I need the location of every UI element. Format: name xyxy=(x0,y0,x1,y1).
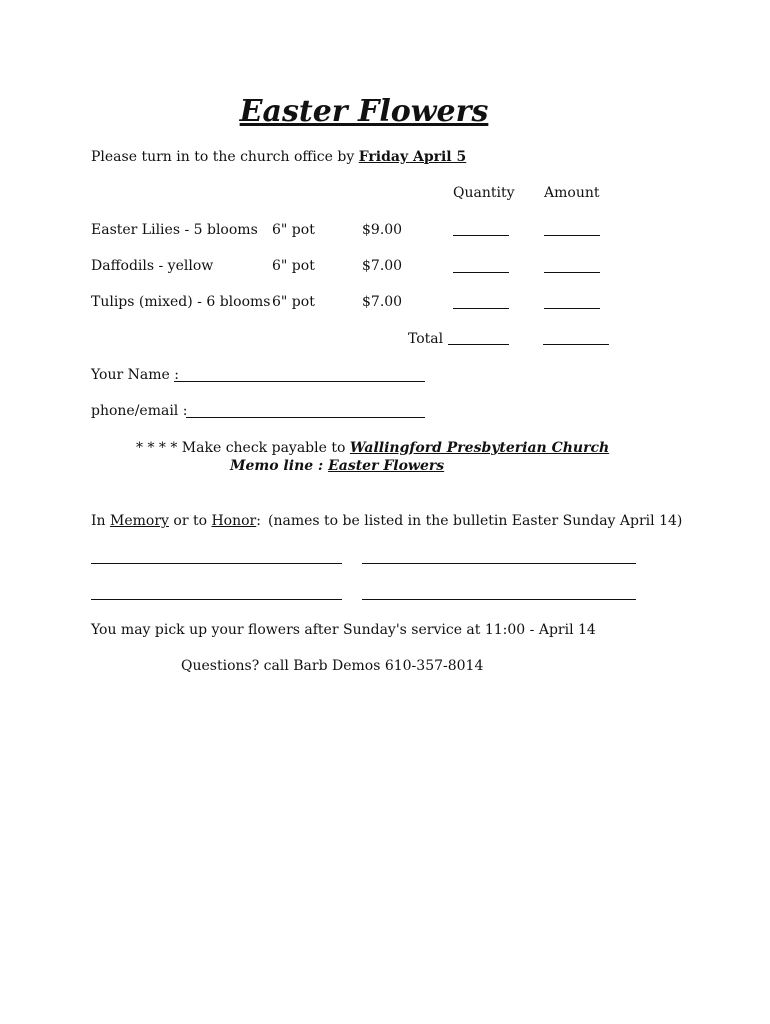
item-price: $9.00 xyxy=(362,222,403,238)
deadline-date: Friday April 5 xyxy=(358,149,467,165)
questions-text: Questions? call Barb Demos 610-357-8014 xyxy=(181,658,484,674)
memory-word: Memory xyxy=(110,513,169,529)
your-name-label: Your Name : xyxy=(91,367,179,383)
memory-note: (names to be listed in the bulletin Easter Sunday April 14) xyxy=(268,513,683,529)
memo-value: Easter Flowers xyxy=(328,458,445,474)
memo-label: Memo line : xyxy=(230,458,329,474)
quantity-blank[interactable] xyxy=(453,235,509,236)
quantity-blank[interactable] xyxy=(453,308,509,309)
total-label: Total xyxy=(408,331,444,347)
item-pot: 6" pot xyxy=(272,294,315,310)
item-pot: 6" pot xyxy=(272,222,315,238)
or-to-text: or to xyxy=(168,513,212,529)
item-price: $7.00 xyxy=(362,258,403,274)
total-quantity-blank[interactable] xyxy=(448,344,509,345)
your-name-field[interactable] xyxy=(174,381,425,382)
phone-email-field[interactable] xyxy=(186,417,425,418)
honor-word: Honor xyxy=(211,513,257,529)
check-prefix: * * * * Make check payable to xyxy=(136,440,350,456)
amount-blank[interactable] xyxy=(544,272,600,273)
memory-name-field-1[interactable] xyxy=(91,563,342,564)
check-line xyxy=(136,440,609,456)
item-price: $7.00 xyxy=(362,294,403,310)
memory-name-field-3[interactable] xyxy=(91,599,342,600)
total-amount-blank[interactable] xyxy=(543,344,609,345)
item-name: Tulips (mixed) - 6 blooms xyxy=(91,294,271,310)
colon-text: : xyxy=(256,513,261,529)
amount-blank[interactable] xyxy=(544,308,600,309)
memory-in-text: In xyxy=(91,513,110,529)
quantity-header: Quantity xyxy=(453,185,515,201)
pickup-text: You may pick up your flowers after Sunday's service at 11:00 - April 14 xyxy=(91,622,596,638)
check-payee: Wallingford Presbyterian Church xyxy=(349,440,610,456)
document-title: Easter Flowers xyxy=(239,94,489,129)
amount-header: Amount xyxy=(544,185,600,201)
memory-name-field-4[interactable] xyxy=(362,599,636,600)
intro-text: Please turn in to the church office by xyxy=(91,149,359,165)
item-name: Daffodils - yellow xyxy=(91,258,214,274)
memory-name-field-2[interactable] xyxy=(362,563,636,564)
memory-honor-line xyxy=(91,513,261,529)
item-name: Easter Lilies - 5 blooms xyxy=(91,222,258,238)
amount-blank[interactable] xyxy=(544,235,600,236)
item-pot: 6" pot xyxy=(272,258,315,274)
quantity-blank[interactable] xyxy=(453,272,509,273)
phone-email-label: phone/email : xyxy=(91,403,188,419)
intro-line xyxy=(91,149,466,165)
memo-line xyxy=(230,458,444,474)
